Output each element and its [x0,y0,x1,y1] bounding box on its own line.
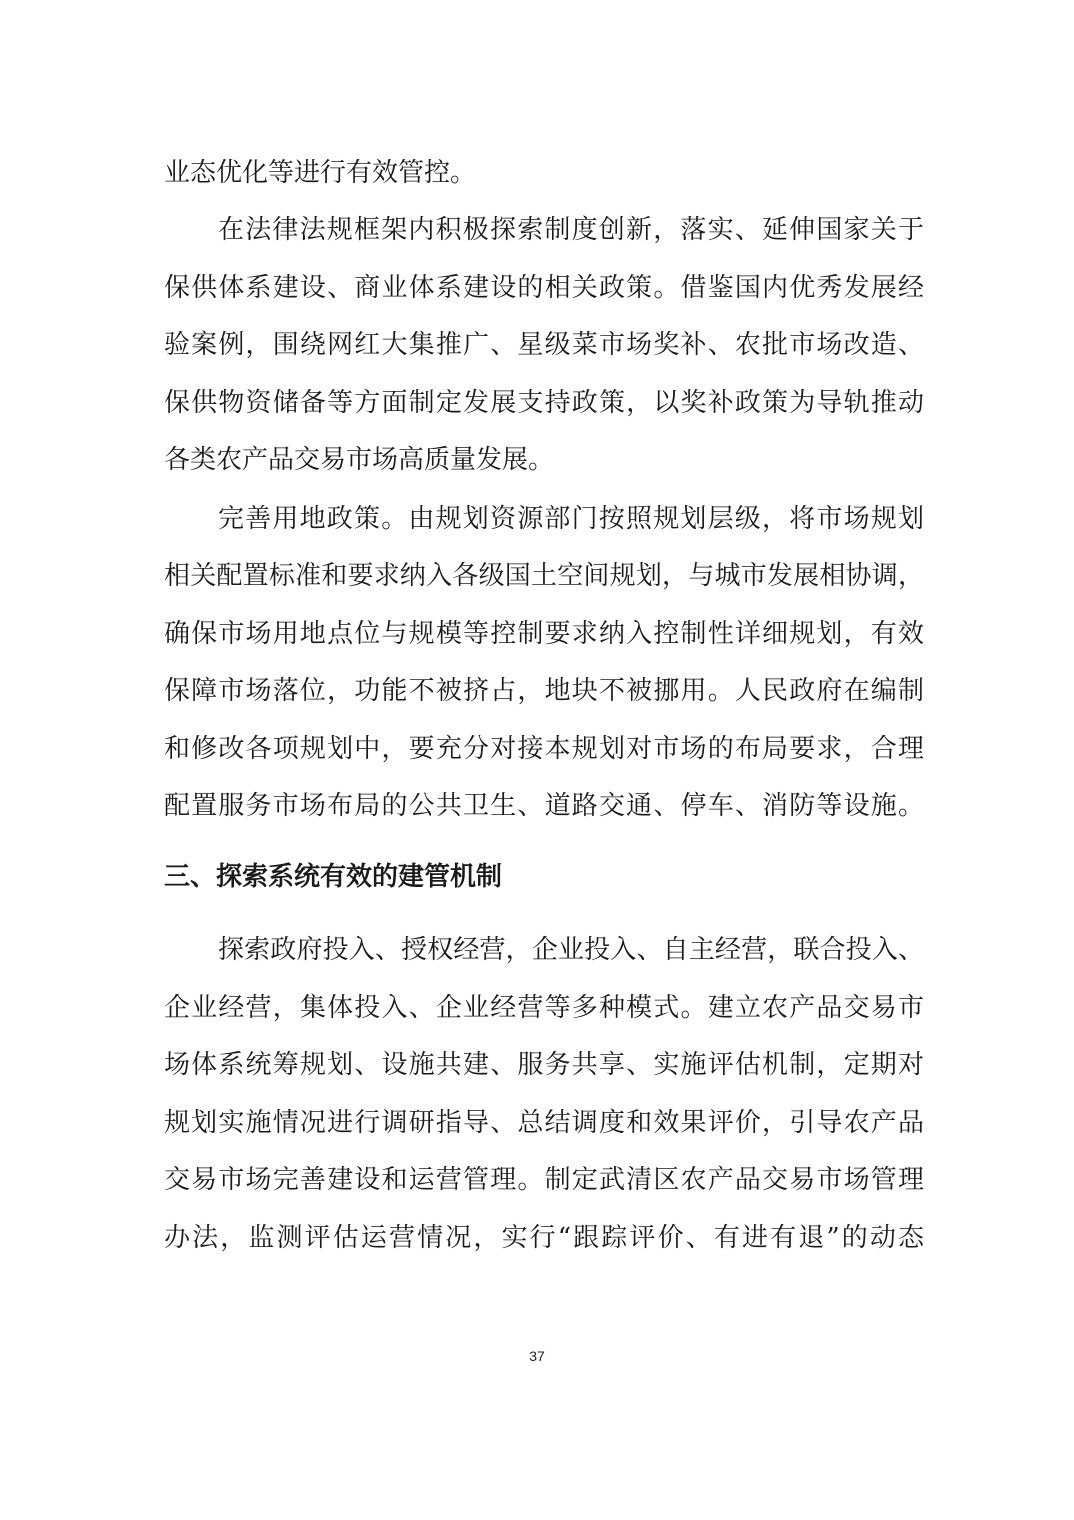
paragraph-line: 在法律法规框架内积极探索制度创新，落实、延伸国家关于 [218,215,924,245]
paragraph-line: 探索政府投入、授权经营，企业投入、自主经营，联合投入、 [218,935,924,965]
paragraph-line: 办法，监测评估运营情况，实行“跟踪评价、有进有退”的动态 [164,1223,924,1253]
paragraph-line: 验案例，围绕网红大集推广、星级菜市场奖补、农批市场改造、 [164,330,924,360]
paragraph-line: 和修改各项规划中，要充分对接本规划对市场的布局要求，合理 [164,734,924,764]
paragraph-line: 保供物资储备等方面制定发展支持政策，以奖补政策为导轨推动 [164,388,924,418]
paragraph-line: 各类农产品交易市场高质量发展。 [164,445,555,475]
paragraph-line: 保供体系建设、商业体系建设的相关政策。借鉴国内优秀发展经 [164,273,924,303]
paragraph-line: 相关配置标准和要求纳入各级国土空间规划，与城市发展相协调， [164,561,924,591]
paragraph-line: 规划实施情况进行调研指导、总结调度和效果评价，引导农产品 [164,1108,924,1138]
paragraph-line: 保障市场落位，功能不被挤占，地块不被挪用。人民政府在编制 [164,676,924,706]
paragraph-line: 业态优化等进行有效管控。 [164,158,477,188]
paragraph-line: 配置服务市场布局的公共卫生、道路交通、停车、消防等设施。 [164,791,924,821]
section-heading: 三、探索系统有效的建管机制 [164,862,503,892]
paragraph-line: 企业经营，集体投入、企业经营等多种模式。建立农产品交易市 [164,993,924,1023]
paragraph-line: 完善用地政策。由规划资源部门按照规划层级，将市场规划 [218,504,924,534]
paragraph-line: 交易市场完善建设和运营管理。制定武清区农产品交易市场管理 [164,1165,924,1195]
paragraph-line: 确保市场用地点位与规模等控制要求纳入控制性详细规划，有效 [164,619,924,649]
paragraph-line: 场体系统筹规划、设施共建、服务共享、实施评估机制，定期对 [164,1050,924,1080]
page-number: 37 [529,1348,545,1364]
